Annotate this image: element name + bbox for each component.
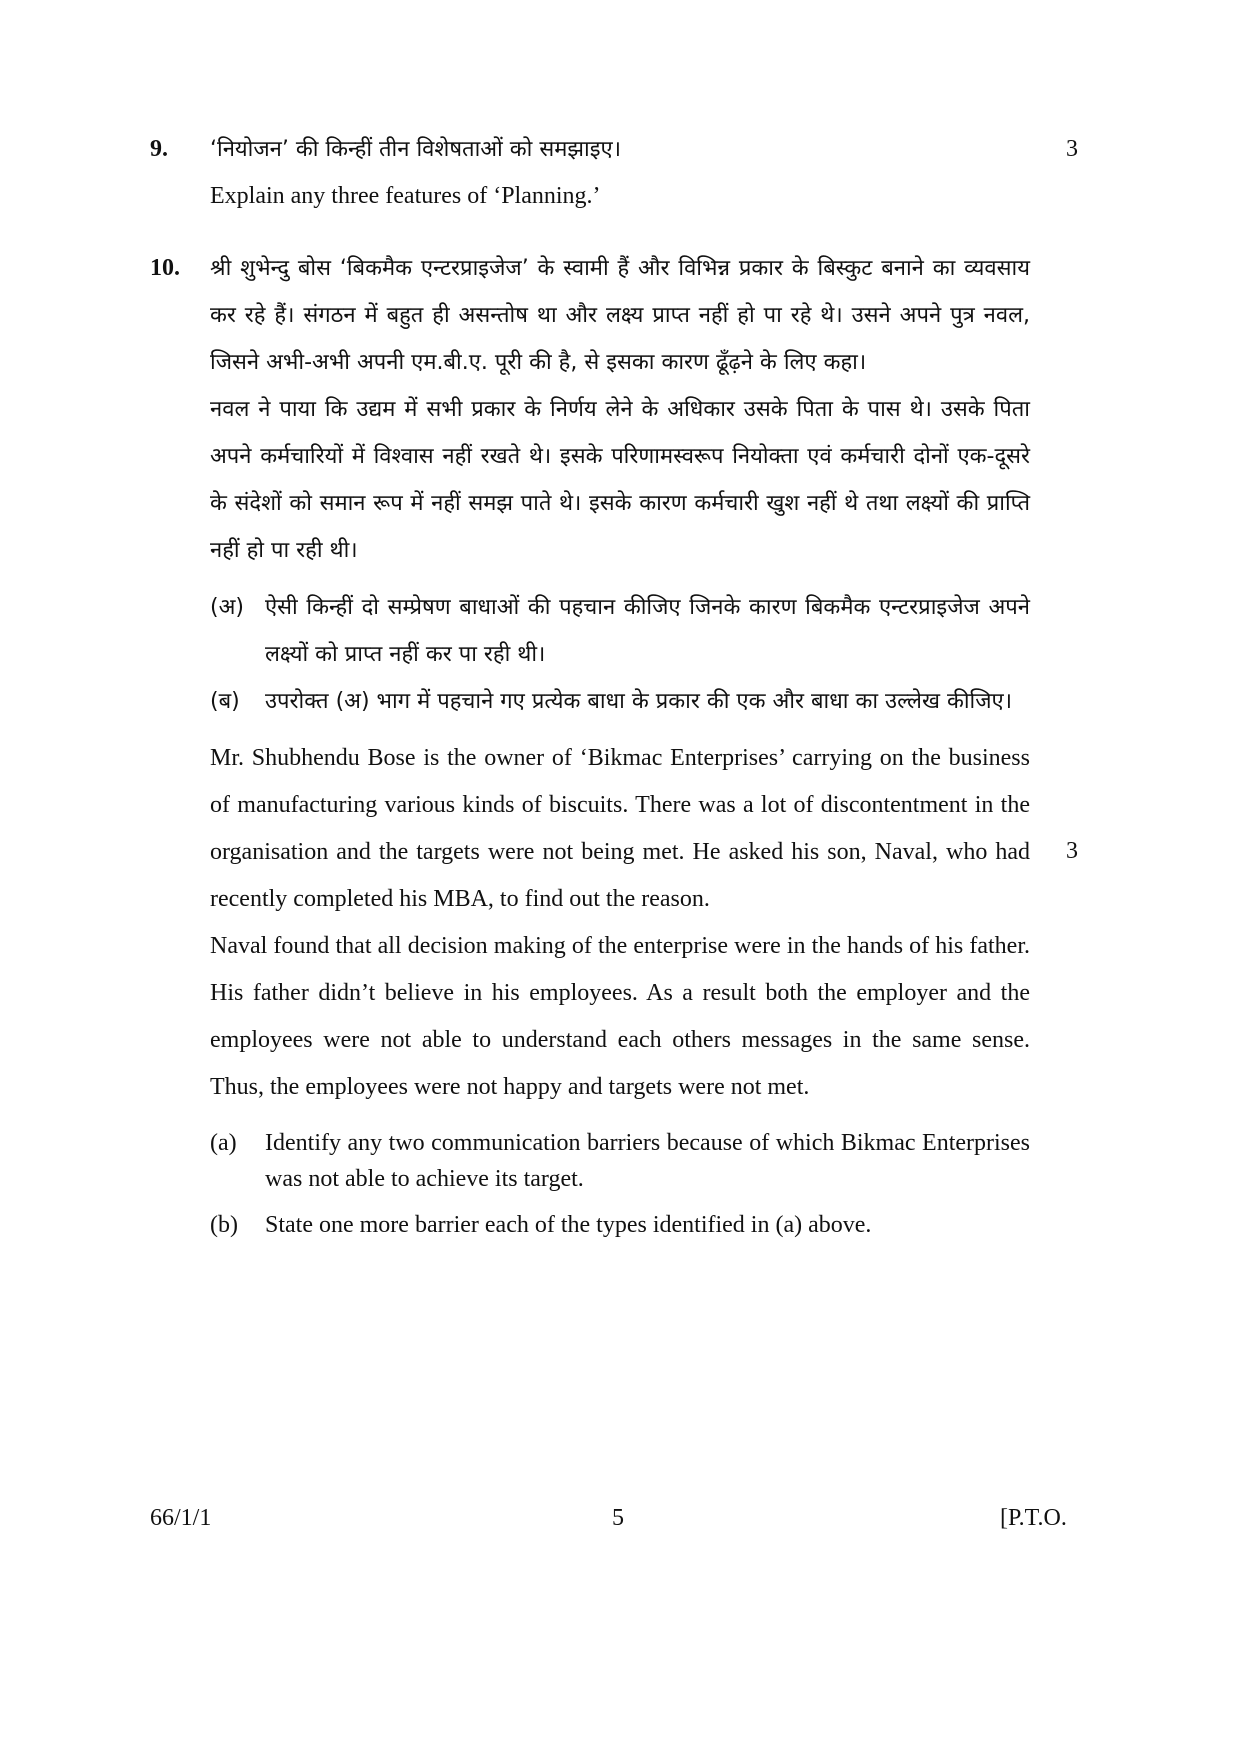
question-10-hindi-sub-b xyxy=(210,678,1030,725)
question-9 xyxy=(150,126,1090,220)
sub-label: (ब) xyxy=(210,689,240,714)
question-9-marks: 3 xyxy=(1066,136,1078,162)
question-9-body xyxy=(210,126,1030,220)
sub-text: Identify any two communication barriers because of which Bikmac Enterprises was not able to achieve its target. xyxy=(265,1130,1030,1192)
page-number: 5 xyxy=(612,1505,624,1531)
question-10-number: 10. xyxy=(150,255,180,281)
sub-label: (b) xyxy=(210,1212,238,1238)
sub-text: उपरोक्त (अ) भाग में पहचाने गए प्रत्येक बाधा के प्रकार की एक और बाधा का उल्लेख कीजिए। xyxy=(265,689,1013,714)
sub-text: ऐसी किन्हीं दो सम्प्रेषण बाधाओं की पहचान कीजिए जिनके कारण बिकमैक एन्टरप्राइजेज अपने लक्ष्यों को प्राप्त नहीं कर पा रही थी। xyxy=(265,595,1030,667)
question-10-hindi-sub-a xyxy=(210,584,1030,678)
question-9-english: Explain any three features of ‘Planning.’ xyxy=(210,183,601,209)
question-10-marks: 3 xyxy=(1066,838,1078,864)
question-10 xyxy=(150,245,1090,1243)
question-10-english-para-1: Mr. Shubhendu Bose is the owner of ‘Bikmac Enterprises’ carrying on the business of manufacturing various kinds of biscuits. There was a lot of discontentment in the organisation and the targets were not being met. He asked his son, Naval, who had recently completed his MBA, to find out the reason. xyxy=(210,745,1030,912)
sub-label: (अ) xyxy=(210,595,244,620)
question-10-body xyxy=(210,245,1030,1243)
sub-text: State one more barrier each of the types identified in (a) above. xyxy=(265,1212,872,1238)
question-9-hindi: ‘नियोजन’ की किन्हीं तीन विशेषताओं को समझाइए। xyxy=(210,137,622,162)
question-10-english-sub-b xyxy=(210,1207,1030,1243)
question-10-hindi-para-2: नवल ने पाया कि उद्यम में सभी प्रकार के निर्णय लेने के अधिकार उसके पिता के पास थे। उसके पिता अपने कर्मचारियों में विश्वास नहीं रखते थे। इसके परिणामस्वरूप नियोक्ता एवं कर्मचारी दोनों एक-दूसरे के संदेशों को समान रूप में नहीं समझ पाते थे। इसके कारण कर्मचारी खुश नहीं थे तथा लक्ष्यों की प्राप्ति नहीं हो पा रही थी। xyxy=(210,397,1030,563)
question-9-number: 9. xyxy=(150,136,168,162)
sub-label: (a) xyxy=(210,1130,237,1156)
paper-code: 66/1/1 xyxy=(150,1505,212,1531)
question-10-english-para-2: Naval found that all decision making of the enterprise were in the hands of his father. His father didn’t believe in his employees. As a result both the employer and the employees were not able to understand each others messages in the same sense. Thus, the employees were not happy and targets were not met. xyxy=(210,933,1030,1100)
question-10-english-sub-a xyxy=(210,1125,1030,1197)
pto-marker: [P.T.O. xyxy=(1000,1505,1067,1531)
question-10-hindi-para-1: श्री शुभेन्दु बोस ‘बिकमैक एन्टरप्राइजेज’ के स्वामी हैं और विभिन्न प्रकार के बिस्कुट बनाने का व्यवसाय कर रहे हैं। संगठन में बहुत ही असन्तोष था और लक्ष्य प्राप्त नहीं हो पा रहे थे। उसने अपने पुत्र नवल, जिसने अभी-अभी अपनी एम.बी.ए. पूरी की है, से इसका कारण ढूँढ़ने के लिए कहा। xyxy=(210,256,1030,375)
